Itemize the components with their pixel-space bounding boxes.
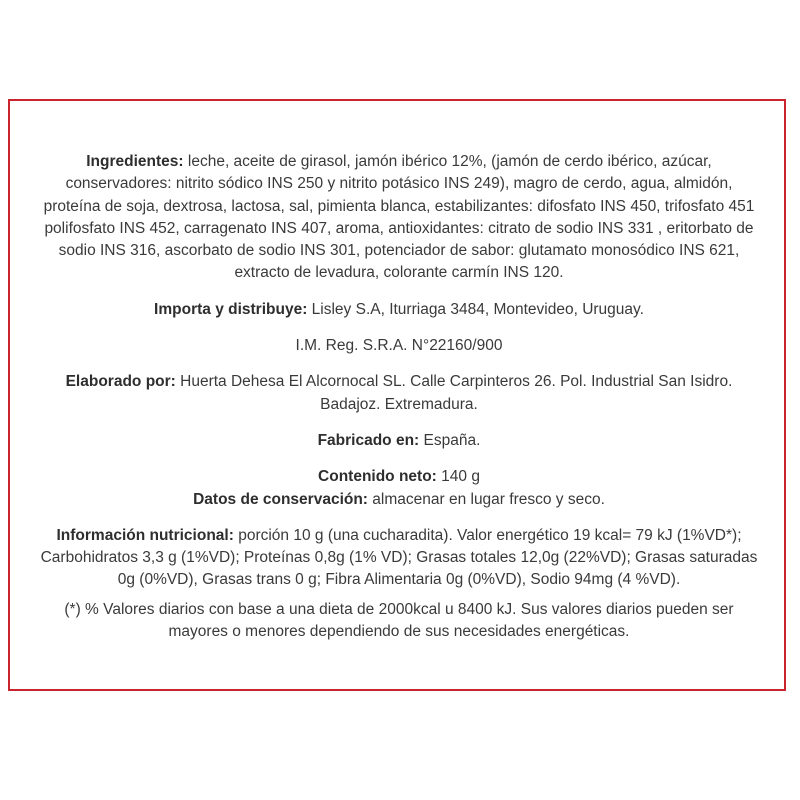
registration-paragraph [40,335,758,357]
label-content [40,151,758,643]
net-content-label: Contenido neto: [318,468,437,486]
origin-paragraph [40,430,758,452]
importer-text: Lisley S.A, Iturriaga 3484, Montevideo, Uruguay. [307,300,644,318]
manufacturer-label: Elaborado por: [65,373,176,391]
manufacturer-paragraph [40,371,758,416]
ingredients-label: Ingredientes: [86,153,184,170]
storage-label: Datos de conservación: [193,490,368,508]
nutrition-text: porción 10 g (una cucharadita). Valor energético 19 kcal= 79 kJ (1%VD*); Carbohidratos 3,3 g (1%VD); Proteínas 0,8g (1% VD); Grasas totales 12,0g (22%VD); Grasas saturadas 0g (0%VD), Grasas trans 0 g; Fibra Alimentaria 0g (0%VD), Sodio 94mg (4 %VD). [40,526,758,589]
origin-text: España. [419,431,481,449]
storage-paragraph [40,489,758,511]
net-content-paragraph [40,466,758,488]
nutrition-label: Información nutricional: [56,526,234,544]
importer-paragraph [40,299,758,321]
ingredients-text: leche, aceite de girasol, jamón ibérico 12%, (jamón de cerdo ibérico, azúcar, conservadores: nitrito sódico INS 250 y nitrito potásico INS 249), magro de cerdo, agua, almidón, proteína de soja, dextrosa, lactosa, sal, pimienta blanca, estabilizantes: difosfato INS 450, trifosfato 451 polifosfato INS 452, carragenato INS 407, aroma, antioxidantes: citrato de sodio INS 331 , eritorbato de sodio INS 316, ascorbato de sodio INS 301, potenciador de sabor: glutamato monosódico INS 621, extracto de levadura, colorante carmín INS 120. [43,153,755,282]
registration-text: I.M. Reg. S.R.A. N°22160/900 [295,337,503,355]
storage-text: almacenar en lugar fresco y seco. [367,490,605,508]
origin-label: Fabricado en: [317,431,420,449]
label-frame [8,99,786,691]
manufacturer-text: Huerta Dehesa El Alcornocal SL. Calle Carpinteros 26. Pol. Industrial San Isidro. Badajoz. Extremadura. [175,373,733,413]
net-content-text: 140 g [436,468,480,486]
importer-label: Importa y distribuye: [154,300,308,318]
footnote-paragraph [40,599,758,644]
nutrition-paragraph [40,525,758,592]
ingredients-paragraph [40,151,758,285]
footnote-text: (*) % Valores diarios con base a una dieta de 2000kcal u 8400 kJ. Sus valores diarios pueden ser mayores o menores dependiendo de sus necesidades energéticas. [64,600,734,641]
